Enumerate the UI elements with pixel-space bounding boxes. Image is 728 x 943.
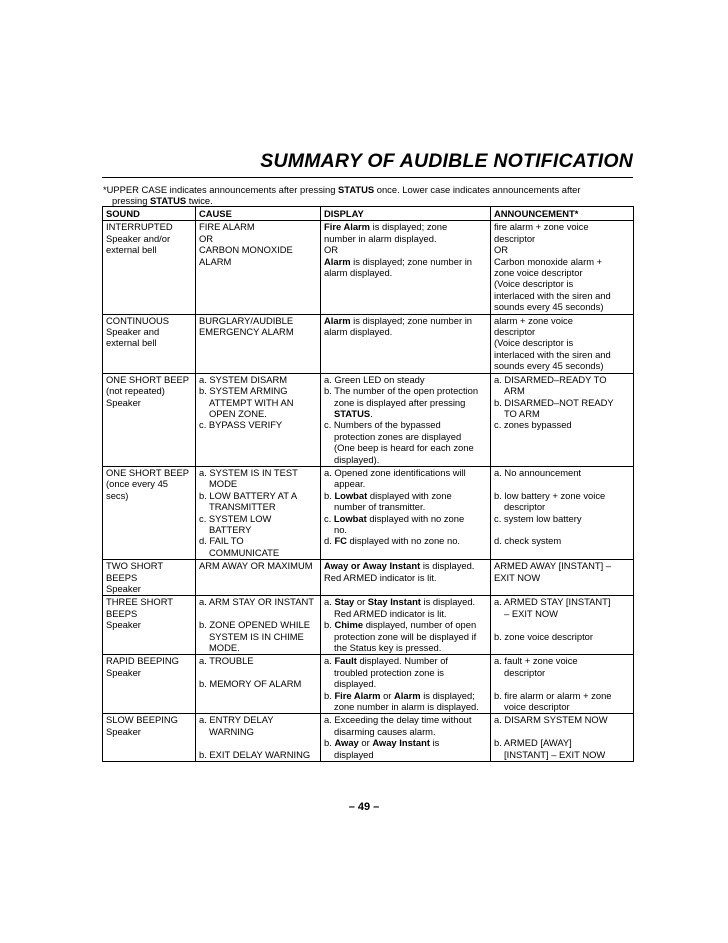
display-line: troubled protection zone is <box>334 666 444 678</box>
display-line: zone is displayed after pressing <box>334 396 466 408</box>
cause-line: a. TROUBLE <box>199 655 254 667</box>
sound-line: ONE SHORT BEEP <box>106 373 190 385</box>
display-cell <box>321 714 491 762</box>
display-line <box>324 490 487 501</box>
display-line: number of transmitter. <box>334 501 426 513</box>
bold-term: Away or Away Instant <box>324 560 421 572</box>
table-row <box>103 560 634 596</box>
cause-line: a. ENTRY DELAY <box>199 714 274 726</box>
announcement-line: a. ARMED STAY [INSTANT] <box>494 596 611 608</box>
display-line: displayed <box>334 748 374 760</box>
display-cell <box>321 655 491 714</box>
cause-line: b. LOW BATTERY AT A <box>199 489 298 501</box>
display-line: appear. <box>334 478 366 490</box>
cause-line <box>199 737 317 748</box>
display-line: disarming causes alarm. <box>334 725 436 737</box>
display-line: a. Exceeding the delay time without <box>324 714 472 726</box>
sound-line: INTERRUPTED <box>106 221 173 233</box>
sound-line: Speaker <box>106 396 141 408</box>
line-text: displayed with no zone no. <box>346 535 461 547</box>
sound-line: BEEPS <box>106 607 138 619</box>
cause-line: a. SYSTEM IS IN TEST <box>199 466 298 478</box>
line-text: b. <box>324 619 335 631</box>
line-text: is displayed; zone number in <box>350 314 472 326</box>
display-line: b. The number of the open protection <box>324 385 479 397</box>
announcement-line: b. ARMED [AWAY] <box>494 737 572 749</box>
cause-line: b. ZONE OPENED WHILE <box>199 619 310 631</box>
cause-line: b. SYSTEM ARMING <box>199 385 288 397</box>
cause-line: BATTERY <box>209 523 252 535</box>
cause-line: BURGLARY/AUDIBLE <box>199 314 294 326</box>
announcement-line: ARMED AWAY [INSTANT] – <box>494 560 612 572</box>
note-line-1 <box>103 184 628 195</box>
line-text: b. <box>324 489 335 501</box>
announcement-line: a. DISARMED–READY TO <box>494 373 607 385</box>
announcement-line <box>494 619 630 630</box>
announcement-cell <box>491 466 634 559</box>
cause-cell <box>196 466 321 559</box>
sound-line: external bell <box>106 244 157 256</box>
line-text: displayed with zone <box>367 489 452 501</box>
announcement-line: a. DISARM SYSTEM NOW <box>494 714 608 726</box>
display-line <box>324 408 487 419</box>
cause-cell <box>196 655 321 714</box>
display-line: alarm displayed. <box>324 326 393 338</box>
announcement-line: (Voice descriptor is <box>494 337 574 349</box>
display-line <box>324 596 487 607</box>
note-keyword: STATUS <box>150 195 187 207</box>
bold-term: Alarm <box>324 255 351 267</box>
cause-line <box>199 667 317 678</box>
note-text: *UPPER CASE indicates announcements after pressing <box>103 184 339 195</box>
display-line: displayed). <box>334 453 380 465</box>
announcement-line: (Voice descriptor is <box>494 278 574 290</box>
cause-cell <box>196 373 321 466</box>
display-line <box>324 315 487 326</box>
display-cell <box>321 373 491 466</box>
sound-line: secs) <box>106 489 129 501</box>
cause-line: OPEN ZONE. <box>209 407 267 419</box>
cause-line: MODE. <box>209 642 240 654</box>
cause-cell <box>196 714 321 762</box>
display-line: c. Numbers of the bypassed <box>324 419 441 431</box>
bold-term: Lowbat <box>334 489 368 501</box>
bold-term: Alarm <box>324 314 351 326</box>
cause-line: EMERGENCY ALARM <box>199 326 294 338</box>
bold-term: Fault <box>334 655 357 667</box>
announcement-line: descriptor <box>494 232 536 244</box>
cause-line <box>199 608 317 619</box>
announcement-line: ARM <box>504 385 525 397</box>
table-row <box>103 655 634 714</box>
display-line: number in alarm displayed. <box>324 232 437 244</box>
sound-cell <box>103 560 196 596</box>
display-line: Red ARMED indicator is lit. <box>334 607 447 619</box>
announcement-line: EXIT NOW <box>494 571 541 583</box>
cause-line: ALARM <box>199 255 232 267</box>
announcement-line: descriptor <box>504 666 546 678</box>
sound-cell <box>103 221 196 314</box>
display-cell <box>321 560 491 596</box>
cause-line: ATTEMPT WITH AN <box>209 396 294 408</box>
line-text: or <box>354 596 368 608</box>
bold-term: Lowbat <box>333 512 367 524</box>
cause-line: a. ARM STAY OR INSTANT <box>199 596 314 608</box>
bold-term: Alarm <box>394 689 421 701</box>
cause-line: COMMUNICATE <box>209 546 280 558</box>
announcement-line: c. system low battery <box>494 512 582 524</box>
cause-line: MODE <box>209 478 238 490</box>
announcement-line: alarm + zone voice <box>494 314 573 326</box>
sound-line: Speaker <box>106 619 141 631</box>
note-text: pressing <box>112 195 151 207</box>
cause-cell <box>196 596 321 655</box>
sound-cell <box>103 466 196 559</box>
announcement-line: fire alarm + zone voice <box>494 221 589 233</box>
bold-term: Chime <box>334 619 364 631</box>
table-row <box>103 714 634 762</box>
sound-line: Speaker <box>106 666 141 678</box>
announcement-line: zone voice descriptor <box>494 267 583 279</box>
display-line: protection zones are displayed <box>334 430 462 442</box>
line-text: is displayed; zone number in <box>350 255 472 267</box>
announcement-line: descriptor <box>494 326 536 338</box>
sound-cell <box>103 655 196 714</box>
line-text: or <box>380 689 395 701</box>
page-number: – 49 – <box>348 801 380 813</box>
cause-line: OR <box>199 232 214 244</box>
cause-line: b. EXIT DELAY WARNING <box>199 748 311 760</box>
announcement-line: sounds every 45 seconds) <box>494 301 604 313</box>
sound-line: Speaker and/or <box>106 232 171 244</box>
display-line: zone number in alarm is displayed. <box>334 701 479 713</box>
announcement-line <box>494 478 630 489</box>
announcement-line: sounds every 45 seconds) <box>494 360 604 372</box>
bold-term: STATUS <box>334 407 371 419</box>
cause-cell <box>196 314 321 373</box>
sound-line: SLOW BEEPING <box>106 714 178 726</box>
bold-term: Fire Alarm <box>324 221 371 233</box>
line-text: is displayed. <box>420 596 476 608</box>
sound-line: TWO SHORT <box>106 560 164 572</box>
display-line <box>324 619 487 630</box>
announcement-line: b. zone voice descriptor <box>494 630 594 642</box>
sound-line: CONTINUOUS <box>106 314 170 326</box>
announcement-cell <box>491 560 634 596</box>
note-keyword: STATUS <box>338 184 375 195</box>
announcement-line: TO ARM <box>504 407 540 419</box>
cause-cell <box>196 221 321 314</box>
cause-line: ARM AWAY OR MAXIMUM <box>199 560 313 572</box>
announcement-line <box>494 524 630 535</box>
display-line <box>324 221 487 232</box>
announcement-line: descriptor <box>504 501 546 513</box>
table-row <box>103 221 634 314</box>
display-line <box>324 737 487 748</box>
cause-line: a. SYSTEM DISARM <box>199 373 288 385</box>
bold-term: Away <box>334 737 359 749</box>
display-line: (One beep is heard for each zone <box>334 442 474 454</box>
note-text: once. Lower case indicates announcements after <box>374 184 581 195</box>
sound-line: Speaker <box>106 583 141 594</box>
announcement-line: interlaced with the siren and <box>494 348 611 360</box>
bold-term: Fire Alarm <box>334 689 381 701</box>
line-text: b. <box>324 689 335 701</box>
line-text: is displayed; zone <box>370 221 448 233</box>
display-line: a. Opened zone identifications will <box>324 466 466 478</box>
announcement-cell <box>491 596 634 655</box>
announcement-line: – EXIT NOW <box>504 607 559 619</box>
sound-line: THREE SHORT <box>106 596 174 608</box>
sound-line: external bell <box>106 337 157 349</box>
display-line: Red ARMED indicator is lit. <box>324 571 437 583</box>
audible-notification-table <box>102 206 634 762</box>
display-cell <box>321 596 491 655</box>
announcement-line: Carbon monoxide alarm + <box>494 255 603 267</box>
table-row <box>103 596 634 655</box>
display-line: no. <box>334 523 348 535</box>
table-row <box>103 373 634 466</box>
display-line: the Status key is pressed. <box>334 642 442 654</box>
sound-line: (not repeated) <box>106 385 165 397</box>
table-header-row <box>103 207 634 221</box>
display-line: protection zone will be displayed if <box>334 630 477 642</box>
cause-line: FIRE ALARM <box>199 221 255 233</box>
sound-line: Speaker and <box>106 326 160 338</box>
cause-line: CARBON MONOXIDE <box>199 244 293 256</box>
display-line <box>324 513 487 524</box>
display-line <box>324 655 487 666</box>
announcement-line: [INSTANT] – EXIT NOW <box>504 748 606 760</box>
header-sound: SOUND <box>103 207 196 221</box>
header-display: DISPLAY <box>321 207 491 221</box>
display-cell <box>321 221 491 314</box>
line-text: displayed with no zone <box>366 512 465 524</box>
announcement-line: c. zones bypassed <box>494 419 572 431</box>
line-text: is displayed; <box>420 689 475 701</box>
display-line <box>324 256 487 267</box>
sound-line: RAPID BEEPING <box>106 655 179 667</box>
sound-cell <box>103 714 196 762</box>
line-text: b. <box>324 737 335 749</box>
sound-line: BEEPS <box>106 571 138 583</box>
line-text: . <box>370 407 373 419</box>
line-text: displayed, number of open <box>363 619 477 631</box>
display-line: OR <box>324 244 339 256</box>
table-row <box>103 314 634 373</box>
line-text: displayed. Number of <box>356 655 449 667</box>
announcement-line <box>494 726 630 737</box>
cause-line: b. MEMORY OF ALARM <box>199 678 302 690</box>
display-line <box>324 690 487 701</box>
bold-term: Stay Instant <box>367 596 421 608</box>
cause-cell <box>196 560 321 596</box>
sound-cell <box>103 373 196 466</box>
announcement-line: a. No announcement <box>494 466 582 478</box>
announcement-cell <box>491 714 634 762</box>
announcement-line: OR <box>494 244 509 256</box>
note-text: twice. <box>186 195 213 207</box>
announcement-cell <box>491 221 634 314</box>
line-text: a. <box>324 596 335 608</box>
announcement-line: b. fire alarm or alarm + zone <box>494 689 612 701</box>
bold-term: Away Instant <box>372 737 430 749</box>
display-line <box>324 535 487 546</box>
table-row <box>103 466 634 559</box>
table-body <box>103 221 634 762</box>
sound-line: ONE SHORT BEEP <box>106 466 190 478</box>
sound-cell <box>103 596 196 655</box>
announcement-line: b. low battery + zone voice <box>494 489 606 501</box>
upper-case-note <box>103 184 628 207</box>
header-announcement: ANNOUNCEMENT* <box>491 207 634 221</box>
display-line: alarm displayed. <box>324 267 393 279</box>
title-rule <box>102 177 633 178</box>
announcement-line <box>494 678 630 689</box>
display-line <box>324 560 487 571</box>
announcement-line: voice descriptor <box>504 701 570 713</box>
line-text: is displayed. <box>420 560 475 572</box>
page-title: SUMMARY OF AUDIBLE NOTIFICATION <box>260 150 633 172</box>
sound-line: (once every 45 <box>106 478 169 490</box>
bold-term: Stay <box>334 596 355 608</box>
display-line: displayed. <box>334 678 377 690</box>
cause-line: SYSTEM IS IN CHIME <box>209 630 304 642</box>
sound-cell <box>103 314 196 373</box>
line-text: a. <box>324 655 335 667</box>
line-text: or <box>358 737 373 749</box>
cause-line: TRANSMITTER <box>209 501 276 513</box>
announcement-line: interlaced with the siren and <box>494 289 611 301</box>
line-text: d. <box>324 535 335 547</box>
cause-line: c. SYSTEM LOW <box>199 512 272 524</box>
announcement-line: b. DISARMED–NOT READY <box>494 396 614 408</box>
cause-line: c. BYPASS VERIFY <box>199 419 283 431</box>
announcement-line: d. check system <box>494 535 562 547</box>
display-cell <box>321 314 491 373</box>
announcement-cell <box>491 373 634 466</box>
announcement-line: a. fault + zone voice <box>494 655 578 667</box>
announcement-cell <box>491 655 634 714</box>
display-cell <box>321 466 491 559</box>
display-line: a. Green LED on steady <box>324 373 425 385</box>
line-text: is <box>429 737 440 749</box>
cause-line: WARNING <box>209 725 254 737</box>
header-cause: CAUSE <box>196 207 321 221</box>
cause-line: d. FAIL TO <box>199 535 244 547</box>
sound-line: Speaker <box>106 725 141 737</box>
bold-term: FC <box>334 535 347 547</box>
line-text: c. <box>324 512 334 524</box>
announcement-cell <box>491 314 634 373</box>
